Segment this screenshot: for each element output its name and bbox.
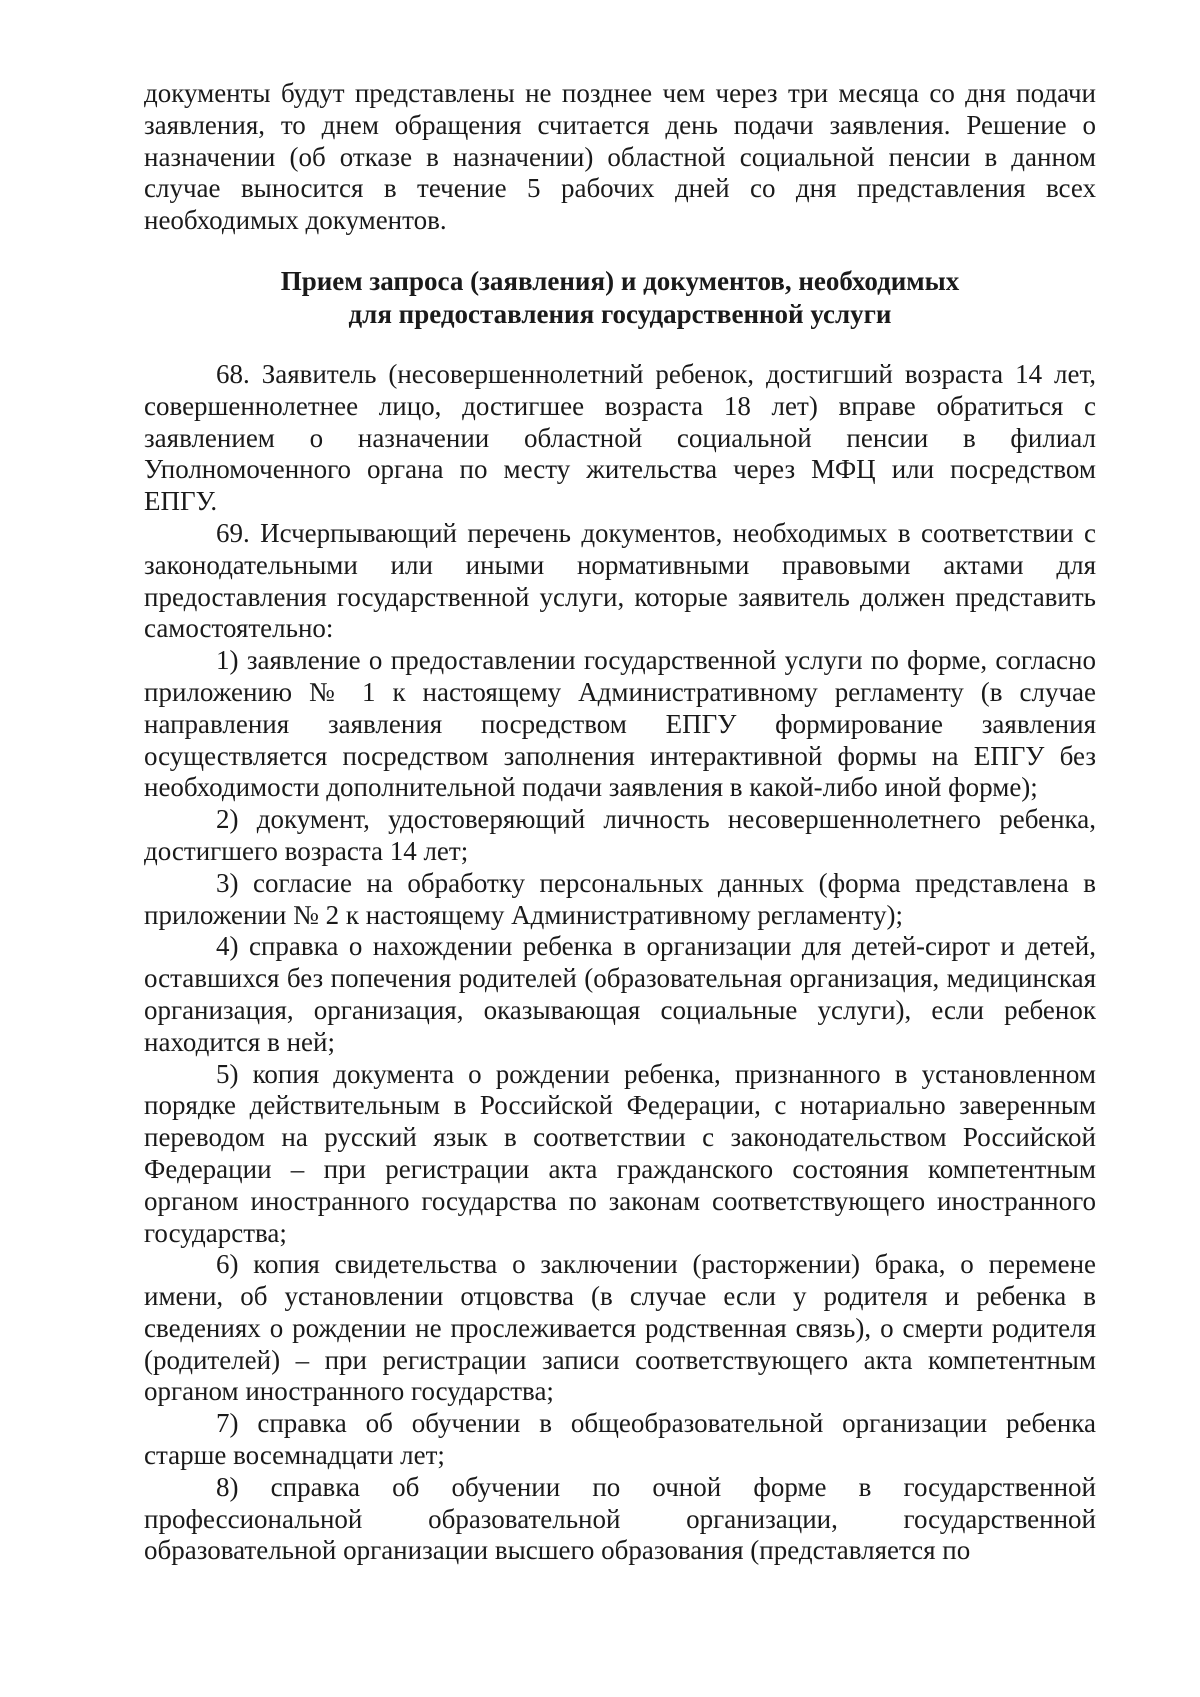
list-item-3: 3) согласие на обработку персональных данных (форма представлена в приложении № 2 к настоящему Административному регламенту); xyxy=(144,867,1096,930)
list-item-2: 2) документ, удостоверяющий личность несовершеннолетнего ребенка, достигшего возраста 14 лет; xyxy=(144,804,1096,866)
list-item-7: 7) справка об обучении в общеобразовательной организации ребенка старше восемнадцати лет; xyxy=(144,1408,1096,1471)
section-heading xyxy=(144,265,1096,331)
document-page xyxy=(144,78,1096,1567)
list-item-6: 6) копия свидетельства о заключении (расторжении) брака, о перемене имени, об установлении отцовства (в случае если у родителя и ребенка в сведениях о рождении не прослеживается родственная связь), о смерти родителя (родителей) – при регистрации записи соответствующего акта компетентным органом иностранного государства; xyxy=(144,1249,1096,1407)
paragraph-68: 68. Заявитель (несовершеннолетний ребенок, достигший возраста 14 лет, совершеннолетнее лицо, достигшее возраста 18 лет) вправе обратиться с заявлением о назначении областной социальной пенсии в филиал Уполномоченного органа по месту жительства через МФЦ или посредством ЕПГУ. xyxy=(144,358,1096,517)
intro-paragraph: документы будут представлены не позднее чем через три месяца со дня подачи заявления, то днем обращения считается день подачи заявления. Решение о назначении (об отказе в назначении) областной социальной пенсии в данном случае выносится в течение 5 рабочих дней со дня представления всех необходимых документов. xyxy=(144,78,1096,236)
list-item-5: 5) копия документа о рождении ребенка, признанного в установленном порядке действительным в Российской Федерации, с нотариально заверенным переводом на русский язык в соответствии с законодательством Российской Федерации – при регистрации акта гражданского состояния компетентным органом иностранного государства по законам соответствующего иностранного государства; xyxy=(144,1058,1096,1248)
list-item-1: 1) заявление о предоставлении государственной услуги по форме, согласно приложению № 1 к настоящему Административному регламенту (в случае направления заявления посредством ЕПГУ формирование заявления осуществляется посредством заполнения интерактивной формы на ЕПГУ без необходимости дополнительной подачи заявления в какой-либо иной форме); xyxy=(144,645,1096,803)
section-heading-line-2: для предоставления государственной услуги xyxy=(348,298,892,329)
paragraph-69: 69. Исчерпывающий перечень документов, необходимых в соответствии с законодательными или иными нормативными правовыми актами для предоставления государственной услуги, которые заявитель должен представить самостоятельно: xyxy=(144,517,1096,644)
list-item-4: 4) справка о нахождении ребенка в организации для детей-сирот и детей, оставшихся без попечения родителей (образовательная организация, медицинская организация, организация, оказывающая социальные услуги), если ребенок находится в ней; xyxy=(144,931,1096,1057)
section-heading-line-1: Прием запроса (заявления) и документов, необходимых xyxy=(280,265,960,296)
list-item-8: 8) справка об обучении по очной форме в государственной профессиональной образовательной организации, государственной образовательной организации высшего образования (представляется по xyxy=(144,1471,1096,1566)
